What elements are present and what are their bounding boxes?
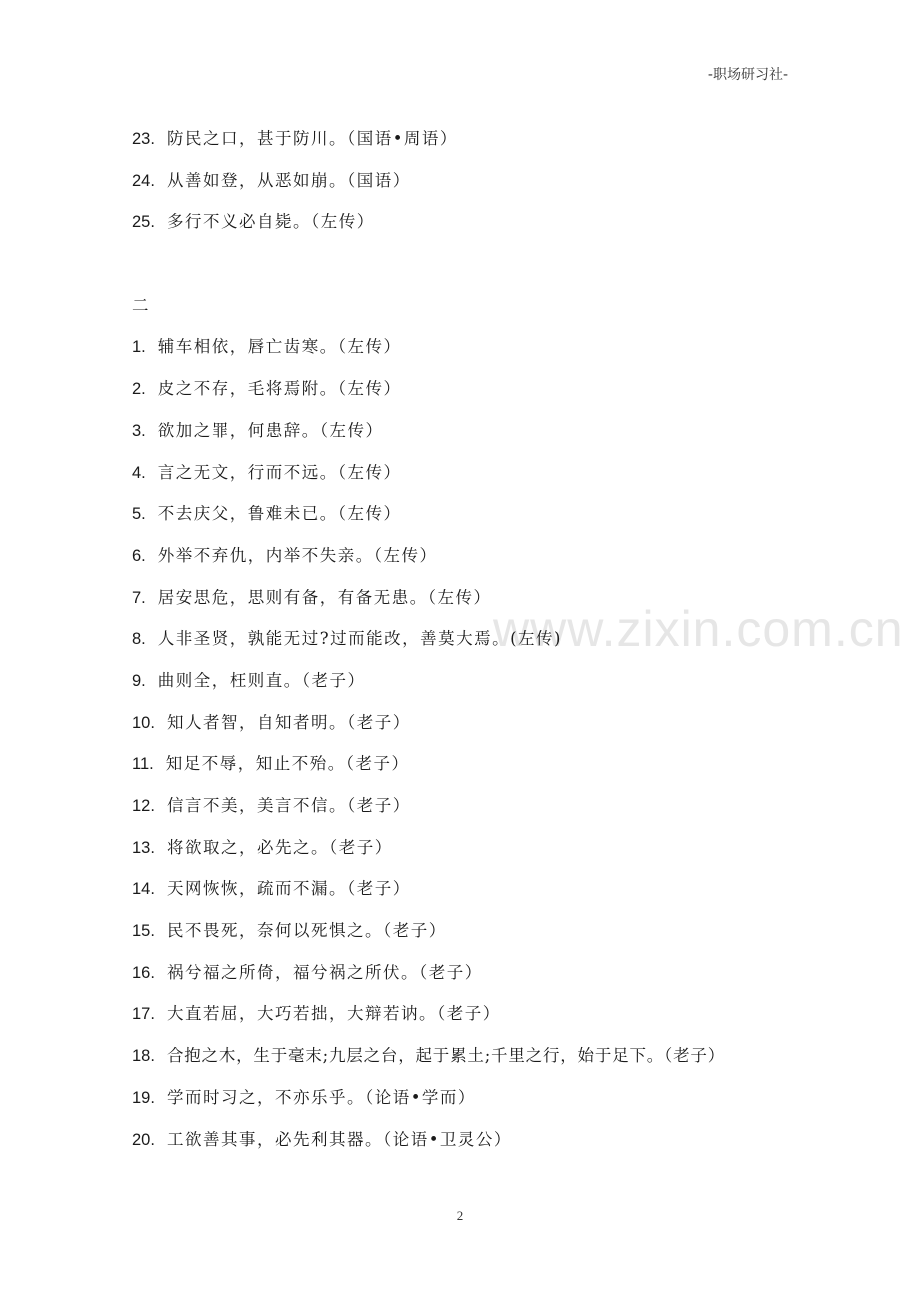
page-number: 2 bbox=[456, 1208, 464, 1223]
quote-item-13 bbox=[132, 834, 812, 876]
item-text: 知足不辱，知止不殆。（老子） bbox=[165, 754, 410, 774]
item-text: 欲加之罪，何患辞。（左传） bbox=[157, 420, 384, 440]
quote-item-19 bbox=[132, 1084, 812, 1126]
item-text: 辅车相依，唇亡齿寒。（左传） bbox=[157, 337, 402, 357]
item-text: 信言不美，美言不信。（老子） bbox=[166, 796, 411, 815]
item-text: 工欲善其事，必先利其器。（论语•卫灵公） bbox=[166, 1129, 512, 1149]
item-number: 25. bbox=[132, 213, 155, 232]
item-text: 居安思危，思则有备，有备无患。（左传） bbox=[157, 587, 492, 607]
item-number: 13. bbox=[132, 838, 155, 857]
item-number: 5. bbox=[132, 505, 146, 524]
item-number: 8. bbox=[132, 630, 146, 649]
item-number: 17. bbox=[132, 1005, 155, 1024]
quote-item-1 bbox=[132, 333, 812, 375]
quote-item-25 bbox=[132, 208, 812, 250]
item-text: 学而时习之，不亦乐乎。（论语•学而） bbox=[166, 1087, 476, 1107]
item-text: 外举不弃仇，内举不失亲。（左传） bbox=[157, 545, 438, 565]
item-number: 10. bbox=[132, 713, 155, 732]
item-number: 14. bbox=[132, 880, 155, 899]
item-text: 大直若屈，大巧若拙，大辩若讷。（老子） bbox=[166, 1004, 501, 1024]
quote-item-10 bbox=[132, 709, 812, 751]
page-header: -职场研习社- bbox=[707, 67, 788, 83]
section-one-tail bbox=[132, 125, 812, 250]
watermark: www.zixin.com.cn bbox=[493, 601, 904, 657]
quote-item-2 bbox=[132, 375, 812, 417]
item-number: 12. bbox=[132, 797, 155, 815]
item-number: 23. bbox=[132, 130, 155, 148]
item-number: 11. bbox=[132, 755, 154, 774]
quote-item-17 bbox=[132, 1000, 812, 1042]
quote-item-3 bbox=[132, 417, 812, 459]
item-text: 言之无文，行而不远。（左传） bbox=[157, 462, 402, 482]
quote-item-11 bbox=[132, 750, 812, 792]
item-text: 防民之口，甚于防川。（国语•周语） bbox=[166, 129, 458, 148]
quote-item-8 bbox=[132, 625, 812, 667]
document-body bbox=[132, 125, 812, 1167]
quote-item-16 bbox=[132, 959, 812, 1001]
item-number: 15. bbox=[132, 922, 155, 941]
quote-item-9 bbox=[132, 667, 812, 709]
quote-item-14 bbox=[132, 875, 812, 917]
item-text: 知人者智，自知者明。（老子） bbox=[166, 712, 411, 732]
item-text: 多行不义必自毙。（左传） bbox=[166, 212, 375, 232]
item-text: 祸兮福之所倚，福兮祸之所伏。（老子） bbox=[166, 962, 483, 982]
item-number: 19. bbox=[132, 1088, 155, 1107]
quote-item-7 bbox=[132, 584, 812, 626]
quote-item-4 bbox=[132, 459, 812, 501]
item-text: 民不畏死，奈何以死惧之。（老子） bbox=[166, 921, 447, 941]
quote-item-6 bbox=[132, 542, 812, 584]
item-number: 2. bbox=[132, 380, 146, 399]
quote-item-12 bbox=[132, 792, 812, 834]
quote-item-23 bbox=[132, 125, 812, 167]
item-text: 将欲取之，必先之。（老子） bbox=[166, 837, 393, 857]
quote-item-5 bbox=[132, 500, 812, 542]
quote-item-24 bbox=[132, 167, 812, 209]
item-text: 不去庆父，鲁难未已。（左传） bbox=[157, 504, 402, 524]
item-text: 曲则全，枉则直。（老子） bbox=[157, 670, 366, 690]
quote-item-20 bbox=[132, 1126, 812, 1168]
quote-item-15 bbox=[132, 917, 812, 959]
item-number: 9. bbox=[132, 671, 146, 690]
item-number: 18. bbox=[132, 1047, 155, 1066]
item-number: 7. bbox=[132, 588, 146, 607]
section-gap bbox=[132, 250, 812, 292]
item-text: 人非圣贤，孰能无过?过而能改，善莫大焉。(左传) bbox=[157, 629, 562, 649]
item-number: 20. bbox=[132, 1130, 155, 1149]
item-text: 天网恢恢，疏而不漏。（老子） bbox=[166, 879, 411, 899]
item-number: 4. bbox=[132, 463, 146, 482]
section-heading: 二 bbox=[132, 295, 149, 315]
item-number: 16. bbox=[132, 963, 155, 982]
item-number: 6. bbox=[132, 546, 146, 565]
section-two-list bbox=[132, 333, 812, 1167]
item-number: 1. bbox=[132, 338, 146, 357]
item-text: 合抱之木，生于毫末;九层之台，起于累土;千里之行，始于足下。（老子） bbox=[166, 1046, 726, 1066]
item-number: 3. bbox=[132, 421, 146, 440]
item-text: 皮之不存，毛将焉附。（左传） bbox=[157, 379, 402, 399]
item-text: 从善如登，从恶如崩。（国语） bbox=[166, 170, 411, 190]
item-number: 24. bbox=[132, 171, 155, 190]
quote-item-18 bbox=[132, 1042, 812, 1084]
